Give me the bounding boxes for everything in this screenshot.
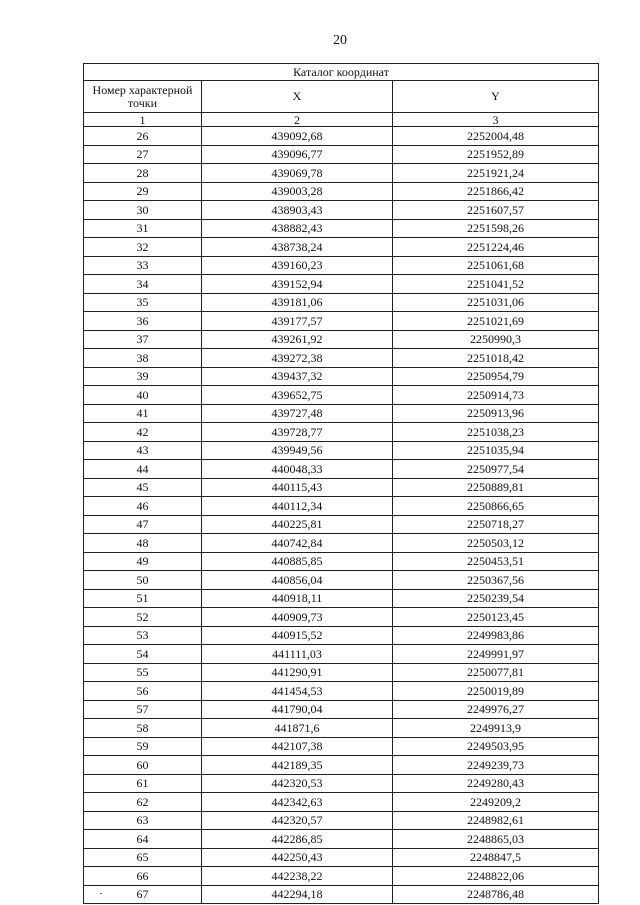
x-coordinate-cell: 442320,57: [202, 811, 393, 830]
y-coordinate-cell: 2251038,23: [393, 423, 599, 442]
table-row: [84, 201, 599, 220]
point-number-cell: 49: [84, 552, 202, 571]
point-number-cell: 64: [84, 830, 202, 849]
table-row: [84, 460, 599, 479]
y-coordinate-cell: 2249209,2: [393, 793, 599, 812]
table-row: [84, 645, 599, 664]
x-coordinate-cell: 439652,75: [202, 386, 393, 405]
table-row: [84, 164, 599, 183]
table-row: [84, 811, 599, 830]
point-number-cell: 42: [84, 423, 202, 442]
table-row: [84, 682, 599, 701]
table-row: [84, 256, 599, 275]
x-coordinate-cell: 440856,04: [202, 571, 393, 590]
x-coordinate-cell: 440225,81: [202, 515, 393, 534]
x-coordinate-cell: 441454,53: [202, 682, 393, 701]
point-number-cell: 67: [84, 885, 202, 904]
y-coordinate-cell: 2250977,54: [393, 460, 599, 479]
table-row: [84, 330, 599, 349]
point-number-cell: 46: [84, 497, 202, 516]
point-number-cell: 59: [84, 737, 202, 756]
y-coordinate-cell: 2250077,81: [393, 663, 599, 682]
table-row: [84, 608, 599, 627]
x-coordinate-cell: 440885,85: [202, 552, 393, 571]
point-number-cell: 32: [84, 238, 202, 257]
x-coordinate-cell: 441790,04: [202, 700, 393, 719]
x-coordinate-cell: 440918,11: [202, 589, 393, 608]
header-y: Y: [393, 81, 599, 113]
x-coordinate-cell: 441111,03: [202, 645, 393, 664]
point-number-cell: 43: [84, 441, 202, 460]
table-row: [84, 182, 599, 201]
y-coordinate-cell: 2248982,61: [393, 811, 599, 830]
point-number-cell: 29: [84, 182, 202, 201]
table-row: [84, 386, 599, 405]
y-coordinate-cell: 2250453,51: [393, 552, 599, 571]
header-point-number: Номер характерной точки: [84, 81, 202, 113]
y-coordinate-cell: 2248847,5: [393, 848, 599, 867]
y-coordinate-cell: 2251607,57: [393, 201, 599, 220]
x-coordinate-cell: 439728,77: [202, 423, 393, 442]
x-coordinate-cell: 439152,94: [202, 275, 393, 294]
y-coordinate-cell: 2249239,73: [393, 756, 599, 775]
table-row: [84, 367, 599, 386]
point-number-cell: 36: [84, 312, 202, 331]
table-row: [84, 238, 599, 257]
y-coordinate-cell: 2250954,79: [393, 367, 599, 386]
table-row: [84, 719, 599, 738]
table-row: [84, 867, 599, 886]
y-coordinate-cell: 2249976,27: [393, 700, 599, 719]
point-number-cell: 34: [84, 275, 202, 294]
x-coordinate-cell: 439003,28: [202, 182, 393, 201]
y-coordinate-cell: 2248865,03: [393, 830, 599, 849]
y-coordinate-cell: 2250503,12: [393, 534, 599, 553]
y-coordinate-cell: 2251031,06: [393, 293, 599, 312]
point-number-cell: 37: [84, 330, 202, 349]
table-row: [84, 478, 599, 497]
point-number-cell: 51: [84, 589, 202, 608]
x-coordinate-cell: 438738,24: [202, 238, 393, 257]
point-number-cell: 40: [84, 386, 202, 405]
y-coordinate-cell: 2252004,48: [393, 127, 599, 146]
x-coordinate-cell: 441290,91: [202, 663, 393, 682]
x-coordinate-cell: 439160,23: [202, 256, 393, 275]
y-coordinate-cell: 2250718,27: [393, 515, 599, 534]
point-number-cell: 33: [84, 256, 202, 275]
point-number-cell: 35: [84, 293, 202, 312]
point-number-cell: 62: [84, 793, 202, 812]
table-row: [84, 349, 599, 368]
point-number-cell: 55: [84, 663, 202, 682]
y-coordinate-cell: 2249991,97: [393, 645, 599, 664]
y-coordinate-cell: 2250889,81: [393, 478, 599, 497]
x-coordinate-cell: 441871,6: [202, 719, 393, 738]
x-coordinate-cell: 440112,34: [202, 497, 393, 516]
x-coordinate-cell: 438903,43: [202, 201, 393, 220]
x-coordinate-cell: 438882,43: [202, 219, 393, 238]
table-row: [84, 885, 599, 904]
y-coordinate-cell: 2249913,9: [393, 719, 599, 738]
y-coordinate-cell: 2251952,89: [393, 145, 599, 164]
point-number-cell: 66: [84, 867, 202, 886]
y-coordinate-cell: 2250866,65: [393, 497, 599, 516]
table-row: [84, 312, 599, 331]
point-number-cell: 50: [84, 571, 202, 590]
y-coordinate-cell: 2251224,46: [393, 238, 599, 257]
x-coordinate-cell: 439092,68: [202, 127, 393, 146]
x-coordinate-cell: 439069,78: [202, 164, 393, 183]
point-number-cell: 48: [84, 534, 202, 553]
point-number-cell: 44: [84, 460, 202, 479]
point-number-cell: 27: [84, 145, 202, 164]
table-row: [84, 423, 599, 442]
table-row: [84, 830, 599, 849]
y-coordinate-cell: 2248786,48: [393, 885, 599, 904]
y-coordinate-cell: 2249280,43: [393, 774, 599, 793]
y-coordinate-cell: 2251866,42: [393, 182, 599, 201]
y-coordinate-cell: 2250913,96: [393, 404, 599, 423]
y-coordinate-cell: 2251018,42: [393, 349, 599, 368]
table-row: [84, 571, 599, 590]
table-row: [84, 127, 599, 146]
x-coordinate-cell: 442342,63: [202, 793, 393, 812]
y-coordinate-cell: 2251921,24: [393, 164, 599, 183]
table-title: Каталог координат: [84, 64, 599, 81]
point-number-cell: 45: [84, 478, 202, 497]
point-number-cell: 41: [84, 404, 202, 423]
table-row: [84, 515, 599, 534]
table-row: [84, 441, 599, 460]
x-coordinate-cell: 440115,43: [202, 478, 393, 497]
header-x: X: [202, 81, 393, 113]
table-row: [84, 756, 599, 775]
y-coordinate-cell: 2250367,56: [393, 571, 599, 590]
point-number-cell: 31: [84, 219, 202, 238]
y-coordinate-cell: 2249983,86: [393, 626, 599, 645]
table-row: [84, 589, 599, 608]
point-number-cell: 30: [84, 201, 202, 220]
x-coordinate-cell: 442238,22: [202, 867, 393, 886]
table-row: [84, 534, 599, 553]
table-row: [84, 774, 599, 793]
x-coordinate-cell: 442250,43: [202, 848, 393, 867]
coordinate-catalog-table: [83, 63, 599, 904]
scan-mark: [100, 893, 102, 894]
point-number-cell: 26: [84, 127, 202, 146]
y-coordinate-cell: 2251041,52: [393, 275, 599, 294]
point-number-cell: 61: [84, 774, 202, 793]
y-coordinate-cell: 2250239,54: [393, 589, 599, 608]
table-row: [84, 700, 599, 719]
y-coordinate-cell: 2250914,73: [393, 386, 599, 405]
point-number-cell: 39: [84, 367, 202, 386]
x-coordinate-cell: 442107,38: [202, 737, 393, 756]
table-row: [84, 848, 599, 867]
point-number-cell: 63: [84, 811, 202, 830]
x-coordinate-cell: 439437,32: [202, 367, 393, 386]
y-coordinate-cell: 2251598,26: [393, 219, 599, 238]
y-coordinate-cell: 2250019,89: [393, 682, 599, 701]
point-number-cell: 58: [84, 719, 202, 738]
table-row: [84, 737, 599, 756]
x-coordinate-cell: 439272,38: [202, 349, 393, 368]
x-coordinate-cell: 440742,84: [202, 534, 393, 553]
x-coordinate-cell: 440915,52: [202, 626, 393, 645]
table-row: [84, 552, 599, 571]
point-number-cell: 38: [84, 349, 202, 368]
x-coordinate-cell: 439177,57: [202, 312, 393, 331]
column-number-1: 1: [84, 113, 202, 127]
point-number-cell: 60: [84, 756, 202, 775]
table-row: [84, 793, 599, 812]
y-coordinate-cell: 2251035,94: [393, 441, 599, 460]
point-number-cell: 53: [84, 626, 202, 645]
point-number-cell: 28: [84, 164, 202, 183]
y-coordinate-cell: 2248822,06: [393, 867, 599, 886]
point-number-cell: 56: [84, 682, 202, 701]
page-number: 20: [333, 33, 347, 48]
table-body: [84, 127, 599, 904]
x-coordinate-cell: 440909,73: [202, 608, 393, 627]
y-coordinate-cell: 2250990,3: [393, 330, 599, 349]
x-coordinate-cell: 439949,56: [202, 441, 393, 460]
table-row: [84, 293, 599, 312]
y-coordinate-cell: 2250123,45: [393, 608, 599, 627]
point-number-cell: 54: [84, 645, 202, 664]
point-number-cell: 57: [84, 700, 202, 719]
x-coordinate-cell: 439181,06: [202, 293, 393, 312]
x-coordinate-cell: 439261,92: [202, 330, 393, 349]
point-number-cell: 47: [84, 515, 202, 534]
table-row: [84, 404, 599, 423]
table-row: [84, 219, 599, 238]
x-coordinate-cell: 439727,48: [202, 404, 393, 423]
column-number-3: 3: [393, 113, 599, 127]
point-number-cell: 65: [84, 848, 202, 867]
column-number-2: 2: [202, 113, 393, 127]
y-coordinate-cell: 2251061,68: [393, 256, 599, 275]
x-coordinate-cell: 442320,53: [202, 774, 393, 793]
table-row: [84, 145, 599, 164]
x-coordinate-cell: 442286,85: [202, 830, 393, 849]
table-row: [84, 275, 599, 294]
table-row: [84, 663, 599, 682]
table-row: [84, 626, 599, 645]
x-coordinate-cell: 439096,77: [202, 145, 393, 164]
x-coordinate-cell: 440048,33: [202, 460, 393, 479]
y-coordinate-cell: 2249503,95: [393, 737, 599, 756]
x-coordinate-cell: 442189,35: [202, 756, 393, 775]
x-coordinate-cell: 442294,18: [202, 885, 393, 904]
point-number-cell: 52: [84, 608, 202, 627]
y-coordinate-cell: 2251021,69: [393, 312, 599, 331]
table-row: [84, 497, 599, 516]
